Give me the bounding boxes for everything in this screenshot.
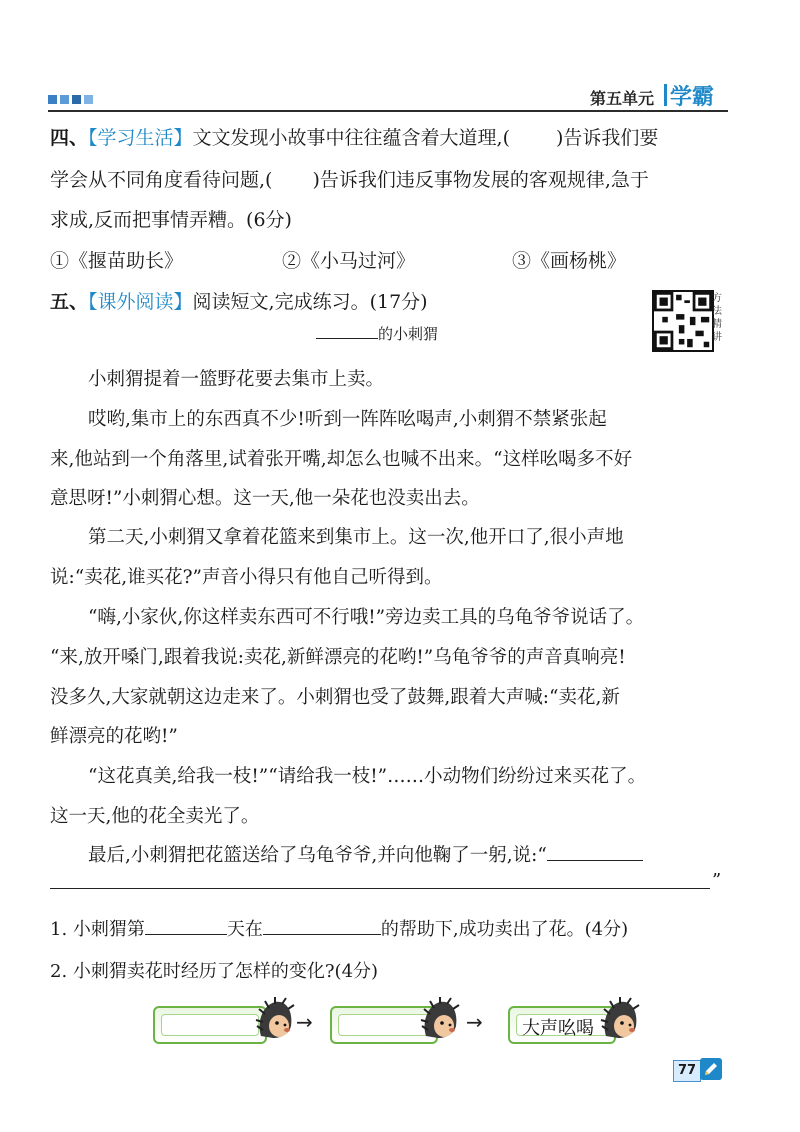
q1-blank-day[interactable] [145,916,227,935]
section4-line1: 四、【学习生活】文文发现小故事中往往蕴含着大道理,( )告诉我们要 [50,127,659,149]
question-2: 2. 小刺猬卖花时经历了怎样的变化?(4分) [50,961,379,982]
section4-tag: 【学习生活】 [88,127,193,149]
paragraph-line: 这一天,他的花全卖光了。 [50,806,260,827]
paragraph-line: 没多久,大家就朝这边走来了。小刺猬也受了鼓舞,跟着大声喊:“卖花,新 [50,687,620,708]
title-blank[interactable] [316,322,378,339]
arrow-icon: → [296,1010,313,1034]
qr-label: 方法精讲 [712,293,722,343]
paragraph-line: “这花真美,给我一枝!”“请给我一枝!”……小动物们纷纷过来买花了。 [88,766,647,787]
hedgehog-icon [255,996,295,1040]
question-1: 1. 小刺猬第 天在 的帮助下,成功卖出了花。(4分) [50,916,628,944]
paragraph-line: “嗨,小家伙,你这样卖东西可不行哦!”旁边卖工具的乌龟爷爷说话了。 [88,607,645,628]
answer-blank[interactable] [272,168,312,186]
header-decoration [48,95,93,104]
answer-blank[interactable] [510,126,556,144]
brand-logo: 学霸 [670,85,715,110]
header-separator [664,84,667,106]
closing-quote: ” [712,870,722,891]
option-3: ③《画杨桃》 [512,250,627,272]
header-rule [48,110,728,112]
paragraph-line: 来,他站到一个角落里,试着张开嘴,却怎么也喊不出来。“这样吆喝多不好 [50,449,633,470]
story-title: 的小刺猬 [316,322,438,344]
section4-line3: 求成,反而把事情弄糟。(6分) [50,209,292,231]
paragraph-line: 哎哟,集市上的东西真不少!听到一阵阵吆喝声,小刺猬不禁紧张起 [88,409,607,430]
hedgehog-icon [600,996,640,1040]
answer-line[interactable] [50,888,710,889]
paragraph-line: 鲜漂亮的花哟!” [50,726,178,747]
q1-blank-helper[interactable] [263,916,381,935]
section4-line2: 学会从不同角度看待问题,( )告诉我们违反事物发展的客观规律,急于 [50,169,649,191]
paragraph-line: “来,放开嗓门,跟着我说:卖花,新鲜漂亮的花哟!”乌龟爷爷的声音真响亮! [50,647,626,668]
hedgehog-icon [420,996,460,1040]
section5-tag: 【课外阅读】 [88,291,193,313]
paragraph-line: 意思呀!”小刺猬心想。这一天,他一朵花也没卖出去。 [50,488,480,509]
paragraph-line: 最后,小刺猬把花篮送给了乌龟爷爷,并向他鞠了一躬,说:“ [88,842,643,870]
unit-label: 第五单元 [590,89,655,108]
paragraph-line: 第二天,小刺猬又拿着花篮来到集市上。这一次,他开口了,很小声地 [88,527,624,548]
page-number: 77 [673,1060,701,1082]
answer-blank[interactable] [547,842,643,861]
answer-box-1[interactable] [153,1006,267,1044]
arrow-icon: → [466,1010,483,1034]
qr-code[interactable] [652,290,714,352]
paragraph-line: 小刺猬提着一篮野花要去集市上卖。 [88,369,385,390]
pencil-icon [700,1058,722,1080]
paragraph-line: 说:“卖花,谁买花?”声音小得只有他自己听得到。 [50,567,443,588]
section5-heading: 五、【课外阅读】阅读短文,完成练习。(17分) [50,291,428,313]
option-2: ②《小马过河》 [282,250,416,272]
flow-box-3-text: 大声吆喝 [522,1018,594,1039]
option-1: ①《揠苗助长》 [50,250,184,272]
